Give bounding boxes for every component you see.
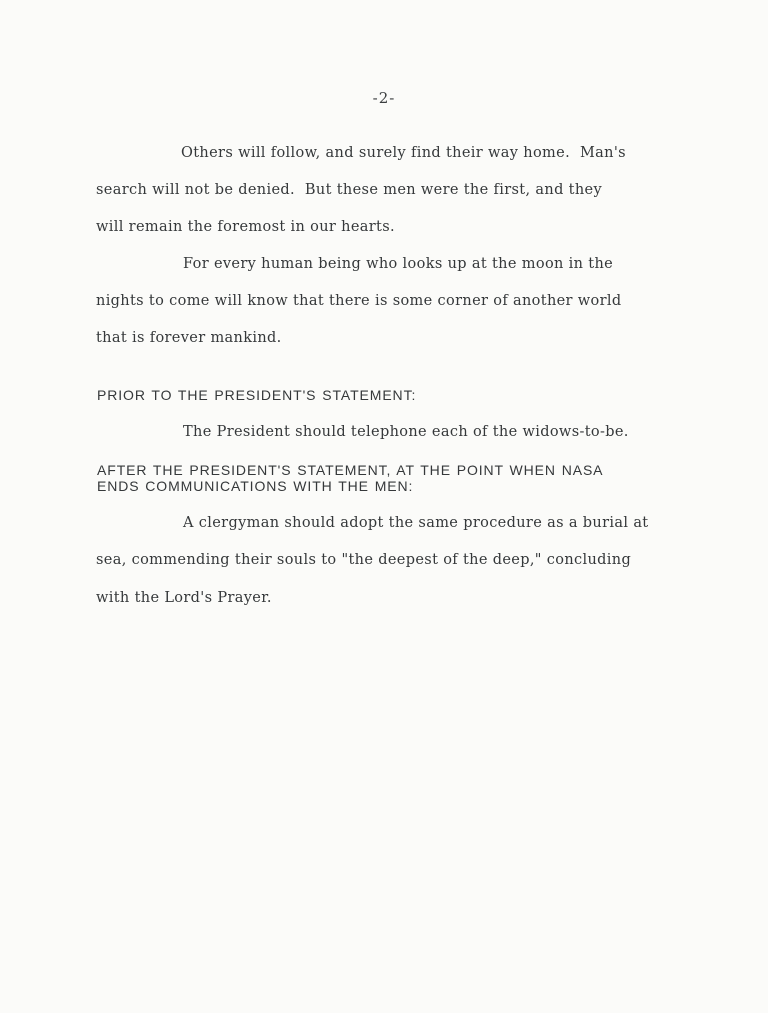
heading-prior-to-statement: PRIOR TO THE PRESIDENT'S STATEMENT:: [97, 387, 417, 403]
paragraph-2-line-2: nights to come will know that there is some corner of another world: [96, 293, 622, 309]
paragraph-3-line-1: The President should telephone each of the widows-to-be.: [183, 424, 629, 440]
paragraph-4-line-1: A clergyman should adopt the same procedure as a burial at: [183, 515, 649, 531]
paragraph-1-line-2: search will not be denied. But these men were the first, and they: [96, 182, 602, 198]
paragraph-1-line-1: Others will follow, and surely find their way home. Man's: [181, 145, 626, 161]
heading-after-statement-line-2: ENDS COMMUNICATIONS WITH THE MEN:: [97, 478, 414, 494]
paragraph-4-line-3: with the Lord's Prayer.: [96, 590, 272, 606]
page-number: -2-: [372, 89, 396, 107]
paragraph-1-line-3: will remain the foremost in our hearts.: [96, 219, 395, 235]
paragraph-2-line-3: that is forever mankind.: [96, 330, 282, 346]
paragraph-2-line-1: For every human being who looks up at the moon in the: [183, 256, 614, 272]
paragraph-4-line-2: sea, commending their souls to "the deepest of the deep," concluding: [96, 552, 632, 568]
heading-after-statement-line-1: AFTER THE PRESIDENT'S STATEMENT, AT THE POINT WHEN NASA: [97, 462, 604, 478]
